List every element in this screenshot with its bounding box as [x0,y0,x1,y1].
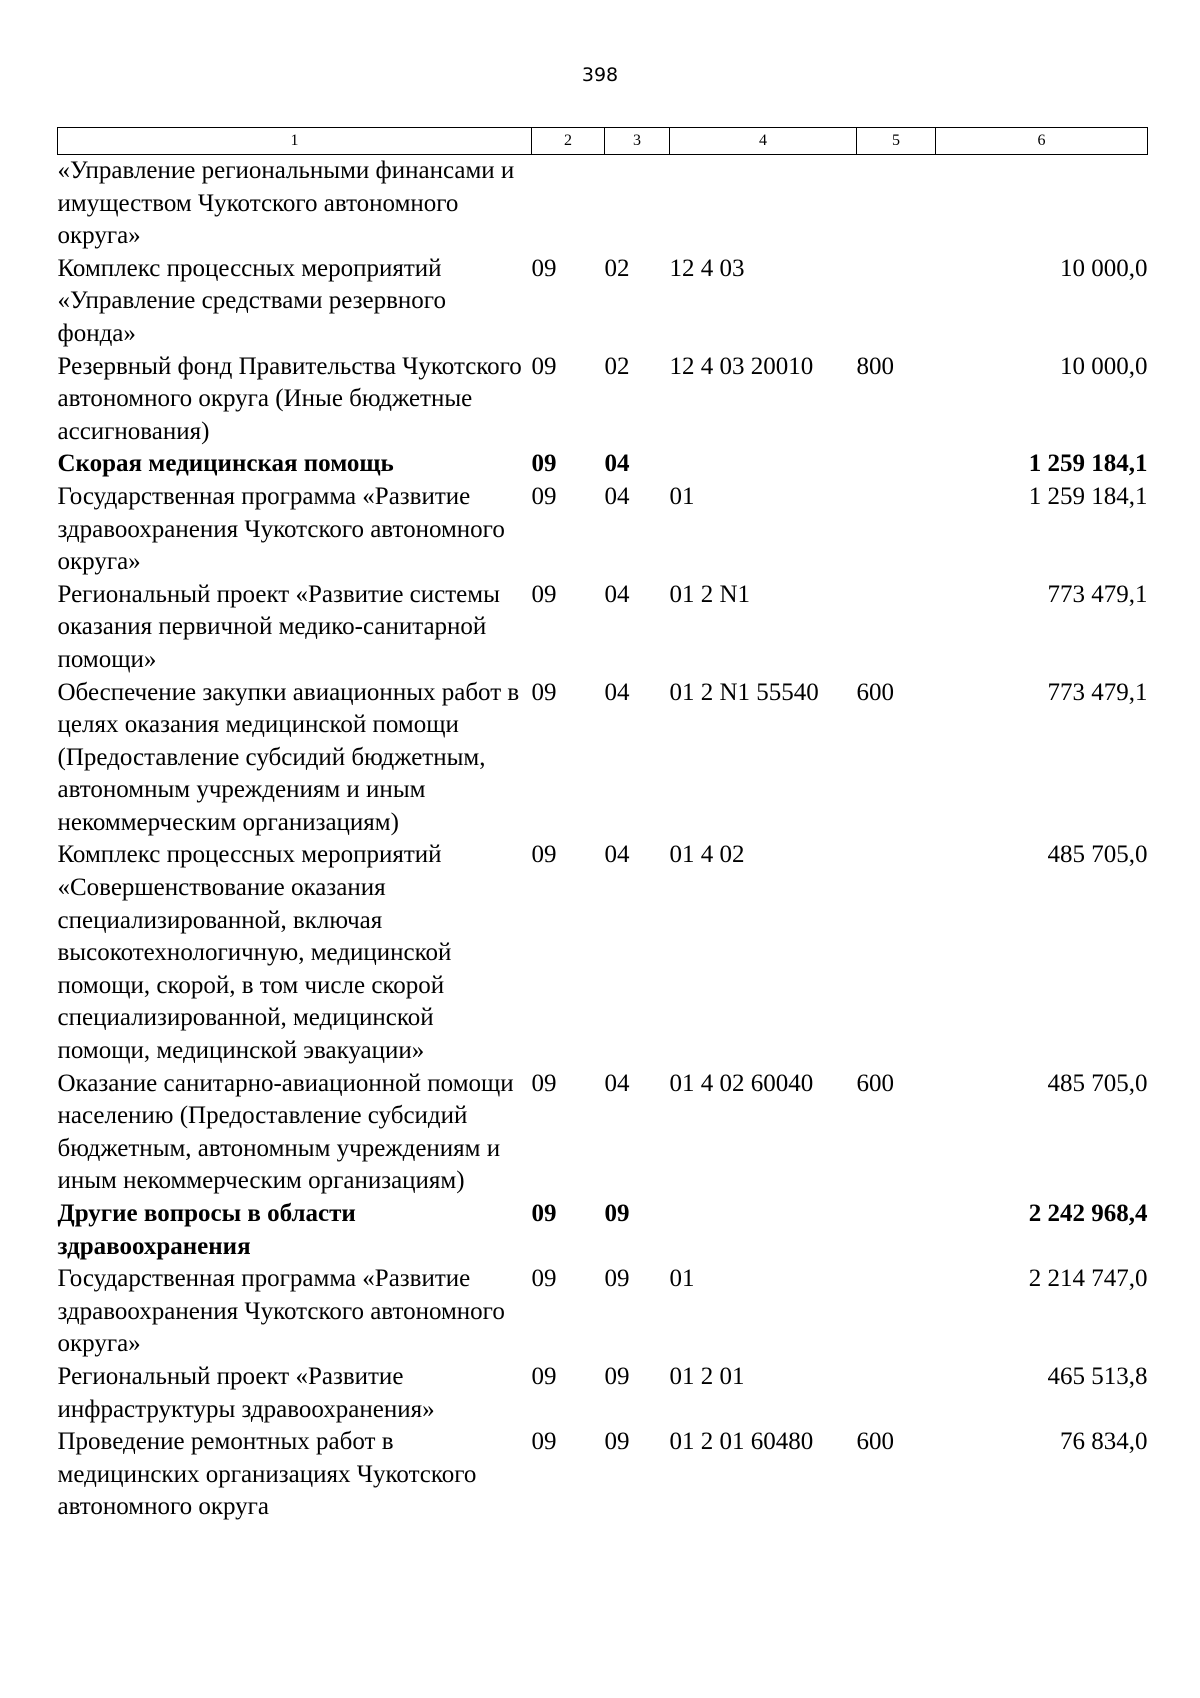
row-target-article: 01 [669,1265,695,1293]
row-expense-type [857,1361,936,1426]
row-subsection: 04 [604,450,630,478]
row-section: 09 [531,1428,557,1456]
row-amount: 773 479,1 [1047,580,1148,608]
row-expense-type [857,1263,936,1361]
row-section: 09 [531,1200,557,1227]
row-name: Государственная программа «Развитие здравоохранения Чукотского автономного округа» [57,482,505,576]
row-name: Государственная программа «Развитие здравоохранения Чукотского автономного округа» [57,1265,505,1358]
row-amount: 1 259 184,1 [1028,482,1148,510]
row-subsection: 09 [604,1200,630,1227]
row-name: Проведение ремонтных работ в медицинских организациях Чукотского автономного округа [57,1428,477,1521]
table-row [58,1198,1148,1263]
row-expense-type: 600 [856,1428,894,1456]
table-row [58,579,1148,677]
row-amount: 10 000,0 [1060,254,1148,282]
row-name: Обеспечение закупки авиационных работ в целях оказания медицинской помощи (Предоставление субсидий бюджетным, автономным учреждениям и иным некоммерческим организациям) [57,678,520,836]
row-name: «Управление региональными финансами и имуществом Чукотского автономного округа» [57,157,515,250]
table-row [58,155,1148,253]
row-name: Другие вопросы в области здравоохранения [57,1200,356,1260]
table-row [58,839,1148,1067]
table-row [58,1263,1148,1361]
table-row [58,253,1148,351]
row-expense-type: 600 [856,1069,894,1097]
row-amount: 485 705,0 [1047,1069,1148,1097]
row-amount: 2 214 747,0 [1028,1265,1148,1293]
table-row [58,448,1148,481]
row-target-article: 12 4 03 20010 [669,352,814,380]
row-subsection: 04 [604,678,630,706]
column-header-6: 6 [936,128,1148,155]
row-expense-type [857,579,936,677]
column-header-5: 5 [857,128,936,155]
row-name: Комплекс процессных мероприятий «Совершенствование оказания специализированной, включая высокотехнологичную, медицинской помощи, скорой, в том числе скорой специализированной, медицинской помощи, медицинской эвакуации» [57,841,452,1065]
row-amount: 465 513,8 [1047,1362,1148,1390]
row-target-article: 01 2 01 [669,1362,745,1390]
table-header [58,128,1148,155]
row-section: 09 [531,254,557,282]
row-section: 09 [531,678,557,706]
table-row [58,1068,1148,1198]
table-row [58,1426,1148,1524]
row-name: Оказание санитарно-авиационной помощи населению (Предоставление субсидий бюджетным, автономным учреждениям и иным некоммерческим организациям) [57,1069,514,1195]
row-expense-type [857,1198,936,1263]
table-row [58,351,1148,449]
table-row [58,1361,1148,1426]
row-section: 09 [531,1362,557,1390]
row-amount: 2 242 968,4 [1028,1200,1148,1227]
row-section: 09 [531,1069,557,1097]
row-target-article: 01 2 N1 [669,580,751,608]
row-amount: 76 834,0 [1060,1428,1148,1456]
row-subsection: 02 [604,254,630,282]
row-target-article: 01 2 01 60480 [669,1428,814,1456]
row-subsection [605,155,670,253]
row-subsection: 04 [604,482,630,510]
row-subsection: 04 [604,1069,630,1097]
row-target-article: 01 4 02 60040 [669,1069,814,1097]
row-expense-type [857,448,936,481]
row-section: 09 [531,1265,557,1293]
row-target-article: 01 2 N1 55540 [669,678,819,706]
row-amount: 485 705,0 [1047,841,1148,869]
row-expense-type: 600 [856,678,894,706]
row-expense-type [857,155,936,253]
row-section: 09 [531,352,557,380]
row-expense-type [857,839,936,1067]
table-body [58,155,1148,1524]
row-amount [936,155,1148,253]
row-subsection: 09 [604,1265,630,1293]
column-header-3: 3 [605,128,670,155]
row-subsection: 04 [604,580,630,608]
page-number: 398 [581,64,619,86]
row-subsection: 09 [604,1362,630,1390]
row-section: 09 [531,841,557,869]
row-amount: 773 479,1 [1047,678,1148,706]
row-section: 09 [531,450,557,478]
row-name: Резервный фонд Правительства Чукотского автономного округа (Иные бюджетные ассигнования) [57,352,522,445]
table-row [58,677,1148,840]
header-row [58,128,1148,155]
row-name: Комплекс процессных мероприятий «Управление средствами резервного фонда» [57,254,446,347]
row-target-article [670,1198,857,1263]
row-expense-type [857,481,936,579]
row-section [532,155,605,253]
table-row [58,481,1148,579]
row-name: Региональный проект «Развитие системы оказания первичной медико-санитарной помощи» [57,580,500,673]
row-name: Региональный проект «Развитие инфраструктуры здравоохранения» [57,1362,435,1423]
row-section: 09 [531,482,557,510]
row-section: 09 [531,580,557,608]
row-subsection: 04 [604,841,630,869]
column-header-1: 1 [58,128,532,155]
row-amount: 10 000,0 [1060,352,1148,380]
row-subsection: 02 [604,352,630,380]
row-target-article: 01 4 02 [669,841,745,869]
row-target-article: 01 [669,482,695,510]
column-header-2: 2 [532,128,605,155]
row-target-article [670,448,857,481]
row-amount: 1 259 184,1 [1028,450,1148,478]
row-target-article [670,155,857,253]
row-target-article: 12 4 03 [669,254,745,282]
row-name: Скорая медицинская помощь [57,450,394,478]
budget-table [57,127,1148,1524]
row-subsection: 09 [604,1428,630,1456]
column-header-4: 4 [670,128,857,155]
row-expense-type: 800 [856,352,894,380]
row-expense-type [857,253,936,351]
